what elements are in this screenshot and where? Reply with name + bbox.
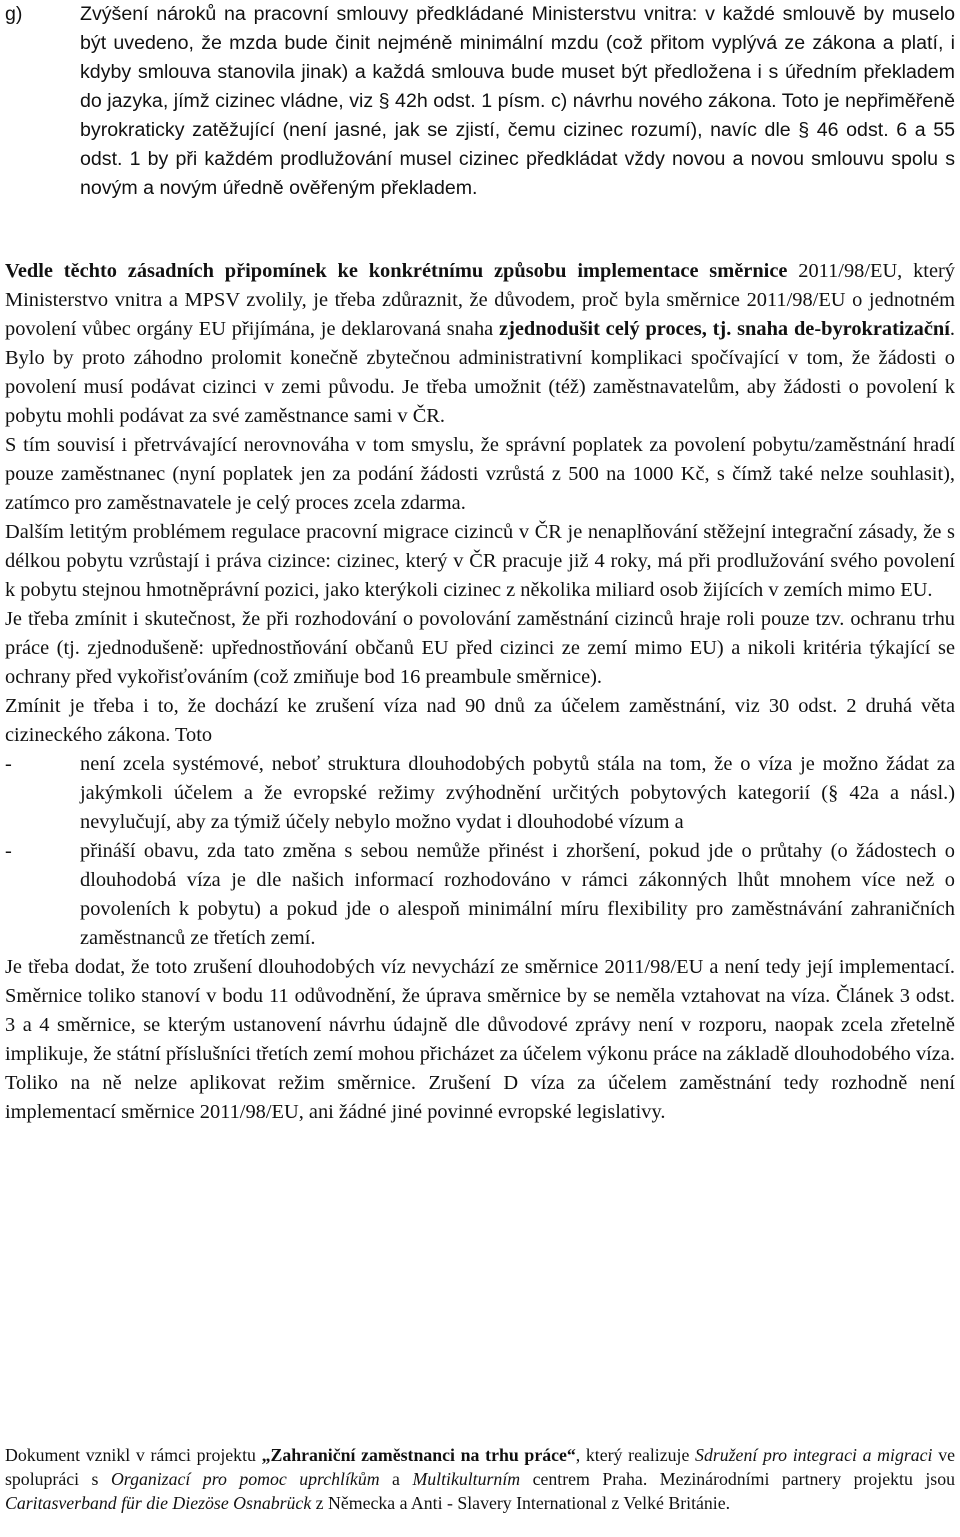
footer-text: , který realizuje [575, 1445, 696, 1465]
text-run: 2011/98/EU, který Ministerstvo vnitra a MPSV zvolily, je třeba zdůraznit, že důvodem, proč byla směrnice 2011/98/EU o jednotném povolení vůbec orgány EU přijímána, je deklarovaná snaha [5, 260, 955, 340]
bold-text: Vedle těchto zásadních připomínek ke konkrétnímu způsobu implementace směrnice [5, 260, 788, 282]
org-name: Organizací pro pomoc uprchlíkům [110, 1469, 380, 1489]
paragraph-1 [5, 257, 955, 431]
list-item-text: Zvýšení nároků na pracovní smlouvy předkládané Ministerstvu vnitra: v každé smlouvě by muselo být uvedeno, že mzda bude činit nejméně minimální mzdu (což přitom vyplývá ze zákona a platí, i kdyby smlouva stanovila jinak) a každá smlouva bude muset být předložena i s úředním překladem do jazyka, jímž cizinec vládne, viz § 42h odst. 1 písm. c) návrhu nového zákona. Toto je nepřiměřeně byrokraticky zatěžující (není jasné, jak se zjistí, čemu cizinec rozumí), navíc dle § 46 odst. 6 a 55 odst. 1 by při každém prodlužování musel cizinec předkládat vždy novou a novou smlouvu spolu s novým a novým úředně ověřeným překladem. [80, 3, 955, 199]
list-marker: g) [5, 3, 23, 25]
paragraph-2: S tím souvisí i přetrvávající nerovnováha v tom smyslu, že správní poplatek za povolení pobytu/zaměstnání hradí pouze zaměstnanec (nyní poplatek jen za podání žádosti vzrůstá z 500 na 1000 Kč, s čímž také nelze souhlasit), zatímco pro zaměstnavatele je celý proces zcela zdarma. [5, 434, 955, 514]
bold-text: zjednodušit celý proces, tj. snaha de-byrokratizační [499, 318, 950, 340]
bullet-item [5, 750, 955, 837]
text-run: . Bylo by proto záhodno prolomit konečně zbytečnou administrativní komplikaci spočívající v tom, že žádosti o povolení musí podávat cizinci v zemi původu. Je třeba umožnit (též) zaměstnavatelům, aby žádosti o povolení k pobytu mohli podávat za své zaměstnance sami v ČR. [5, 318, 955, 427]
main-text [5, 257, 955, 1127]
footer-text: Dokument vznikl v rámci projektu [5, 1445, 262, 1465]
footer-text: ve spolupráci s [5, 1445, 955, 1489]
bullet-dash: - [5, 840, 12, 862]
list-item-g [5, 0, 955, 203]
org-name: Caritasverband für die Diezöse Osnabrück [5, 1493, 312, 1513]
bullet-dash: - [5, 753, 12, 775]
paragraph-3: Dalším letitým problémem regulace pracovní migrace cizinců v ČR je nenaplňování stěžejní integrační zásady, že s délkou pobytu vzrůstají i práva cizince: cizinec, který v ČR pracuje již 4 roky, má při prodlužování svého povolení k pobytu stejnou hmotněprávní pozici, jako kterýkoli cizinec z několika miliard osob žijících v zemích mimo EU. [5, 521, 955, 601]
footer-note [5, 1443, 955, 1515]
footer-text: centrem Praha. Mezinárodními partnery projektu jsou [520, 1469, 955, 1489]
org-name: Sdružení pro integraci a migraci [695, 1445, 933, 1465]
bullet-item [5, 837, 955, 953]
footer-text: z Německa a Anti - Slavery International z Velké Británie. [311, 1493, 731, 1513]
paragraph-5: Zmínit je třeba i to, že dochází ke zrušení víza nad 90 dnů za účelem zaměstnání, viz 30 odst. 2 druhá věta cizineckého zákona. Toto [5, 695, 955, 746]
bullet-text: přináší obavu, zda tato změna s sebou nemůže přinést i zhoršení, pokud jde o průtahy (o žádostech o dlouhodobá víza je dle našich informací rozhodováno v rámci zákonných lhůt mnohem více než o povoleních k pobytu) a pokud jde o alespoň minimální míru flexibility pro zaměstnávání zahraničních zaměstnanců ze třetích zemí. [80, 840, 955, 949]
footer-text: a [379, 1469, 413, 1489]
project-name: „Zahraniční zaměstnanci na trhu práce“ [261, 1445, 576, 1465]
paragraph-6: Je třeba dodat, že toto zrušení dlouhodobých víz nevychází ze směrnice 2011/98/EU a není tedy její implementací. Směrnice toliko stanoví v bodu 11 odůvodnění, že úprava směrnice by se neměla vztahovat na víza. Článek 3 odst. 3 a 4 směrnice, se kterým ustanovení návrhu údajně dle důvodové zprávy není v rozporu, naopak zcela zřetelně implikuje, že státní příslušníci třetích zemí mohou přicházet za účelem výkonu práce na základě dlouhodobého víza. Toliko na ně nelze aplikovat režim směrnice. Zrušení D víza za účelem zaměstnání tedy rozhodně není implementací směrnice 2011/98/EU, ani žádné jiné povinné evropské legislativy. [5, 956, 955, 1123]
paragraph-4: Je třeba zmínit i skutečnost, že při rozhodování o povolování zaměstnání cizinců hraje roli pouze tzv. ochranu trhu práce (tj. zjednodušeně: upřednostňování občanů EU před cizinci ze zemí mimo EU) a nikoli kritéria týkající se ochrany před vykořisťováním (což zmiňuje bod 16 preambule směrnice). [5, 608, 955, 688]
bullet-text: není zcela systémové, neboť struktura dlouhodobých pobytů stála na tom, že o víza je možno žádat za jakýmkoli účelem a že evropské režimy zvýhodnění určitých pobytových kategorií (§ 42a a násl.) nevylučují, aby za týmiž účely nebylo možno vydat i dlouhodobé vízum a [80, 753, 955, 833]
org-name: Multikulturním [412, 1469, 521, 1489]
